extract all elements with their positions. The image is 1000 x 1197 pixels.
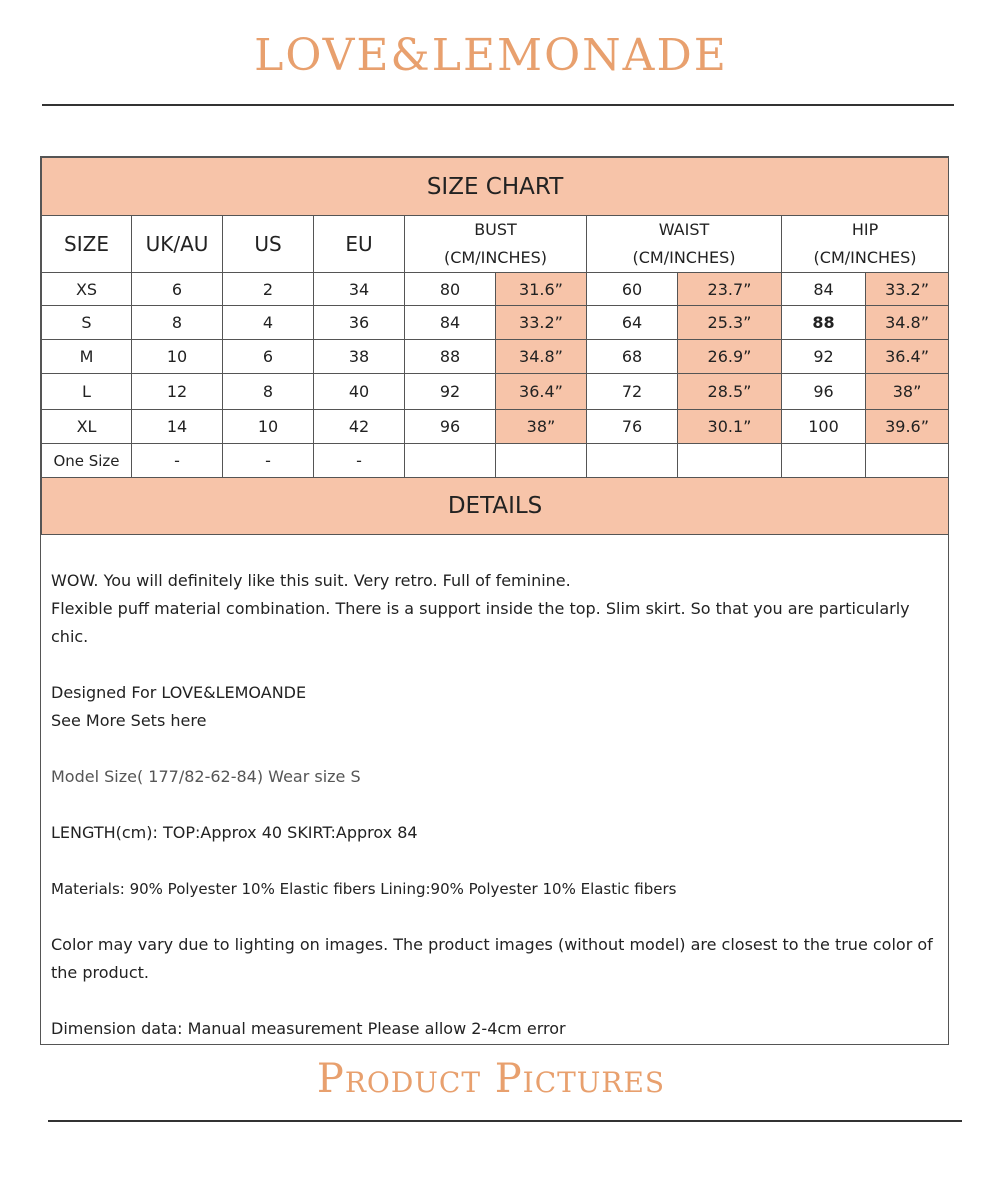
col-header-ukau: UK/AU bbox=[132, 216, 223, 273]
cell-bust-cm: 80 bbox=[405, 273, 496, 306]
table-row bbox=[42, 273, 949, 306]
cell-size: M bbox=[42, 340, 132, 374]
cell-us: - bbox=[223, 444, 314, 478]
details-line-2: Flexible puff material combination. There is a support inside the top. Slim skirt. So that you are particularly chic. bbox=[51, 599, 910, 646]
cell-size: L bbox=[42, 374, 132, 410]
col-header-waist bbox=[587, 216, 782, 273]
cell-hip-in: 34.8” bbox=[866, 306, 949, 340]
cell-eu: 42 bbox=[314, 410, 405, 444]
product-pictures-title: Product Pictures bbox=[316, 1056, 666, 1102]
cell-bust-cm: 96 bbox=[405, 410, 496, 444]
size-chart-panel bbox=[40, 156, 949, 1045]
hip-unit: (CM/INCHES) bbox=[813, 248, 917, 267]
cell-size: One Size bbox=[42, 444, 132, 478]
col-header-size: SIZE bbox=[42, 216, 132, 273]
cell-waist-cm: 60 bbox=[587, 273, 678, 306]
waist-unit: (CM/INCHES) bbox=[632, 248, 736, 267]
details-line-1: WOW. You will definitely like this suit. Very retro. Full of feminine. bbox=[51, 571, 571, 590]
cell-waist-in: 30.1” bbox=[678, 410, 782, 444]
hip-label: HIP bbox=[851, 220, 879, 239]
cell-waist-in: 26.9” bbox=[678, 340, 782, 374]
cell-bust-cm: 84 bbox=[405, 306, 496, 340]
cell-bust-in: 31.6” bbox=[496, 273, 587, 306]
col-header-bust bbox=[405, 216, 587, 273]
cell-waist-cm: 76 bbox=[587, 410, 678, 444]
cell-size: XL bbox=[42, 410, 132, 444]
cell-waist-cm: 68 bbox=[587, 340, 678, 374]
cell-eu: 36 bbox=[314, 306, 405, 340]
cell-bust-in: 36.4” bbox=[496, 374, 587, 410]
cell-ukau: 6 bbox=[132, 273, 223, 306]
size-chart-table bbox=[41, 157, 949, 535]
dimension-text: Dimension data: Manual measurement Please allow 2-4cm error bbox=[51, 1019, 566, 1038]
brand-title: LOVE&LEMONADE bbox=[254, 30, 728, 81]
cell-hip-cm: 96 bbox=[782, 374, 866, 410]
cell-waist-in bbox=[678, 444, 782, 478]
color-note-text: Color may vary due to lighting on images. The product images (without model) are closest to the true color of the product. bbox=[51, 935, 933, 982]
materials-text: Materials: 90% Polyester 10% Elastic fibers Lining:90% Polyester 10% Elastic fibers bbox=[51, 880, 677, 898]
designed-for-text: Designed For LOVE&LEMOANDE bbox=[51, 683, 307, 702]
waist-label: WAIST bbox=[658, 220, 710, 239]
cell-bust-cm: 92 bbox=[405, 374, 496, 410]
cell-waist-in: 28.5” bbox=[678, 374, 782, 410]
cell-hip-in bbox=[866, 444, 949, 478]
bust-unit: (CM/INCHES) bbox=[443, 248, 547, 267]
cell-eu: 38 bbox=[314, 340, 405, 374]
cell-hip-cm: 100 bbox=[782, 410, 866, 444]
cell-waist-cm: 72 bbox=[587, 374, 678, 410]
cell-waist-cm: 64 bbox=[587, 306, 678, 340]
table-header-row bbox=[42, 216, 949, 273]
cell-eu: 34 bbox=[314, 273, 405, 306]
bust-label: BUST bbox=[474, 220, 517, 239]
cell-ukau: 12 bbox=[132, 374, 223, 410]
cell-us: 2 bbox=[223, 273, 314, 306]
cell-size: S bbox=[42, 306, 132, 340]
cell-hip-cm: 92 bbox=[782, 340, 866, 374]
table-row bbox=[42, 444, 949, 478]
cell-hip-in: 33.2” bbox=[866, 273, 949, 306]
table-row bbox=[42, 306, 949, 340]
cell-hip-in: 38” bbox=[866, 374, 949, 410]
table-row bbox=[42, 340, 949, 374]
cell-us: 6 bbox=[223, 340, 314, 374]
cell-ukau: 14 bbox=[132, 410, 223, 444]
col-header-eu: EU bbox=[314, 216, 405, 273]
col-header-hip bbox=[782, 216, 949, 273]
cell-hip-cm: 88 bbox=[782, 306, 866, 340]
cell-us: 8 bbox=[223, 374, 314, 410]
cell-us: 10 bbox=[223, 410, 314, 444]
cell-bust-in: 33.2” bbox=[496, 306, 587, 340]
cell-hip-in: 36.4” bbox=[866, 340, 949, 374]
bottom-divider bbox=[48, 1120, 962, 1122]
table-row bbox=[42, 410, 949, 444]
top-divider bbox=[42, 104, 954, 106]
cell-us: 4 bbox=[223, 306, 314, 340]
details-title: DETAILS bbox=[42, 478, 949, 535]
length-text: LENGTH(cm): TOP:Approx 40 SKIRT:Approx 84 bbox=[51, 823, 418, 842]
cell-size: XS bbox=[42, 273, 132, 306]
cell-bust-cm: 88 bbox=[405, 340, 496, 374]
cell-waist-in: 25.3” bbox=[678, 306, 782, 340]
cell-hip-cm: 84 bbox=[782, 273, 866, 306]
cell-waist-cm bbox=[587, 444, 678, 478]
cell-ukau: 8 bbox=[132, 306, 223, 340]
cell-bust-in: 38” bbox=[496, 410, 587, 444]
cell-hip-in: 39.6” bbox=[866, 410, 949, 444]
details-body bbox=[51, 567, 941, 1043]
table-row bbox=[42, 374, 949, 410]
cell-bust-cm bbox=[405, 444, 496, 478]
cell-bust-in bbox=[496, 444, 587, 478]
cell-waist-in: 23.7” bbox=[678, 273, 782, 306]
cell-hip-cm bbox=[782, 444, 866, 478]
cell-eu: 40 bbox=[314, 374, 405, 410]
cell-ukau: - bbox=[132, 444, 223, 478]
cell-bust-in: 34.8” bbox=[496, 340, 587, 374]
cell-ukau: 10 bbox=[132, 340, 223, 374]
cell-eu: - bbox=[314, 444, 405, 478]
size-chart-title: SIZE CHART bbox=[42, 158, 949, 216]
see-more-sets-link[interactable]: See More Sets here bbox=[51, 711, 207, 730]
col-header-us: US bbox=[223, 216, 314, 273]
model-size-text: Model Size( 177/82-62-84) Wear size S bbox=[51, 767, 361, 786]
